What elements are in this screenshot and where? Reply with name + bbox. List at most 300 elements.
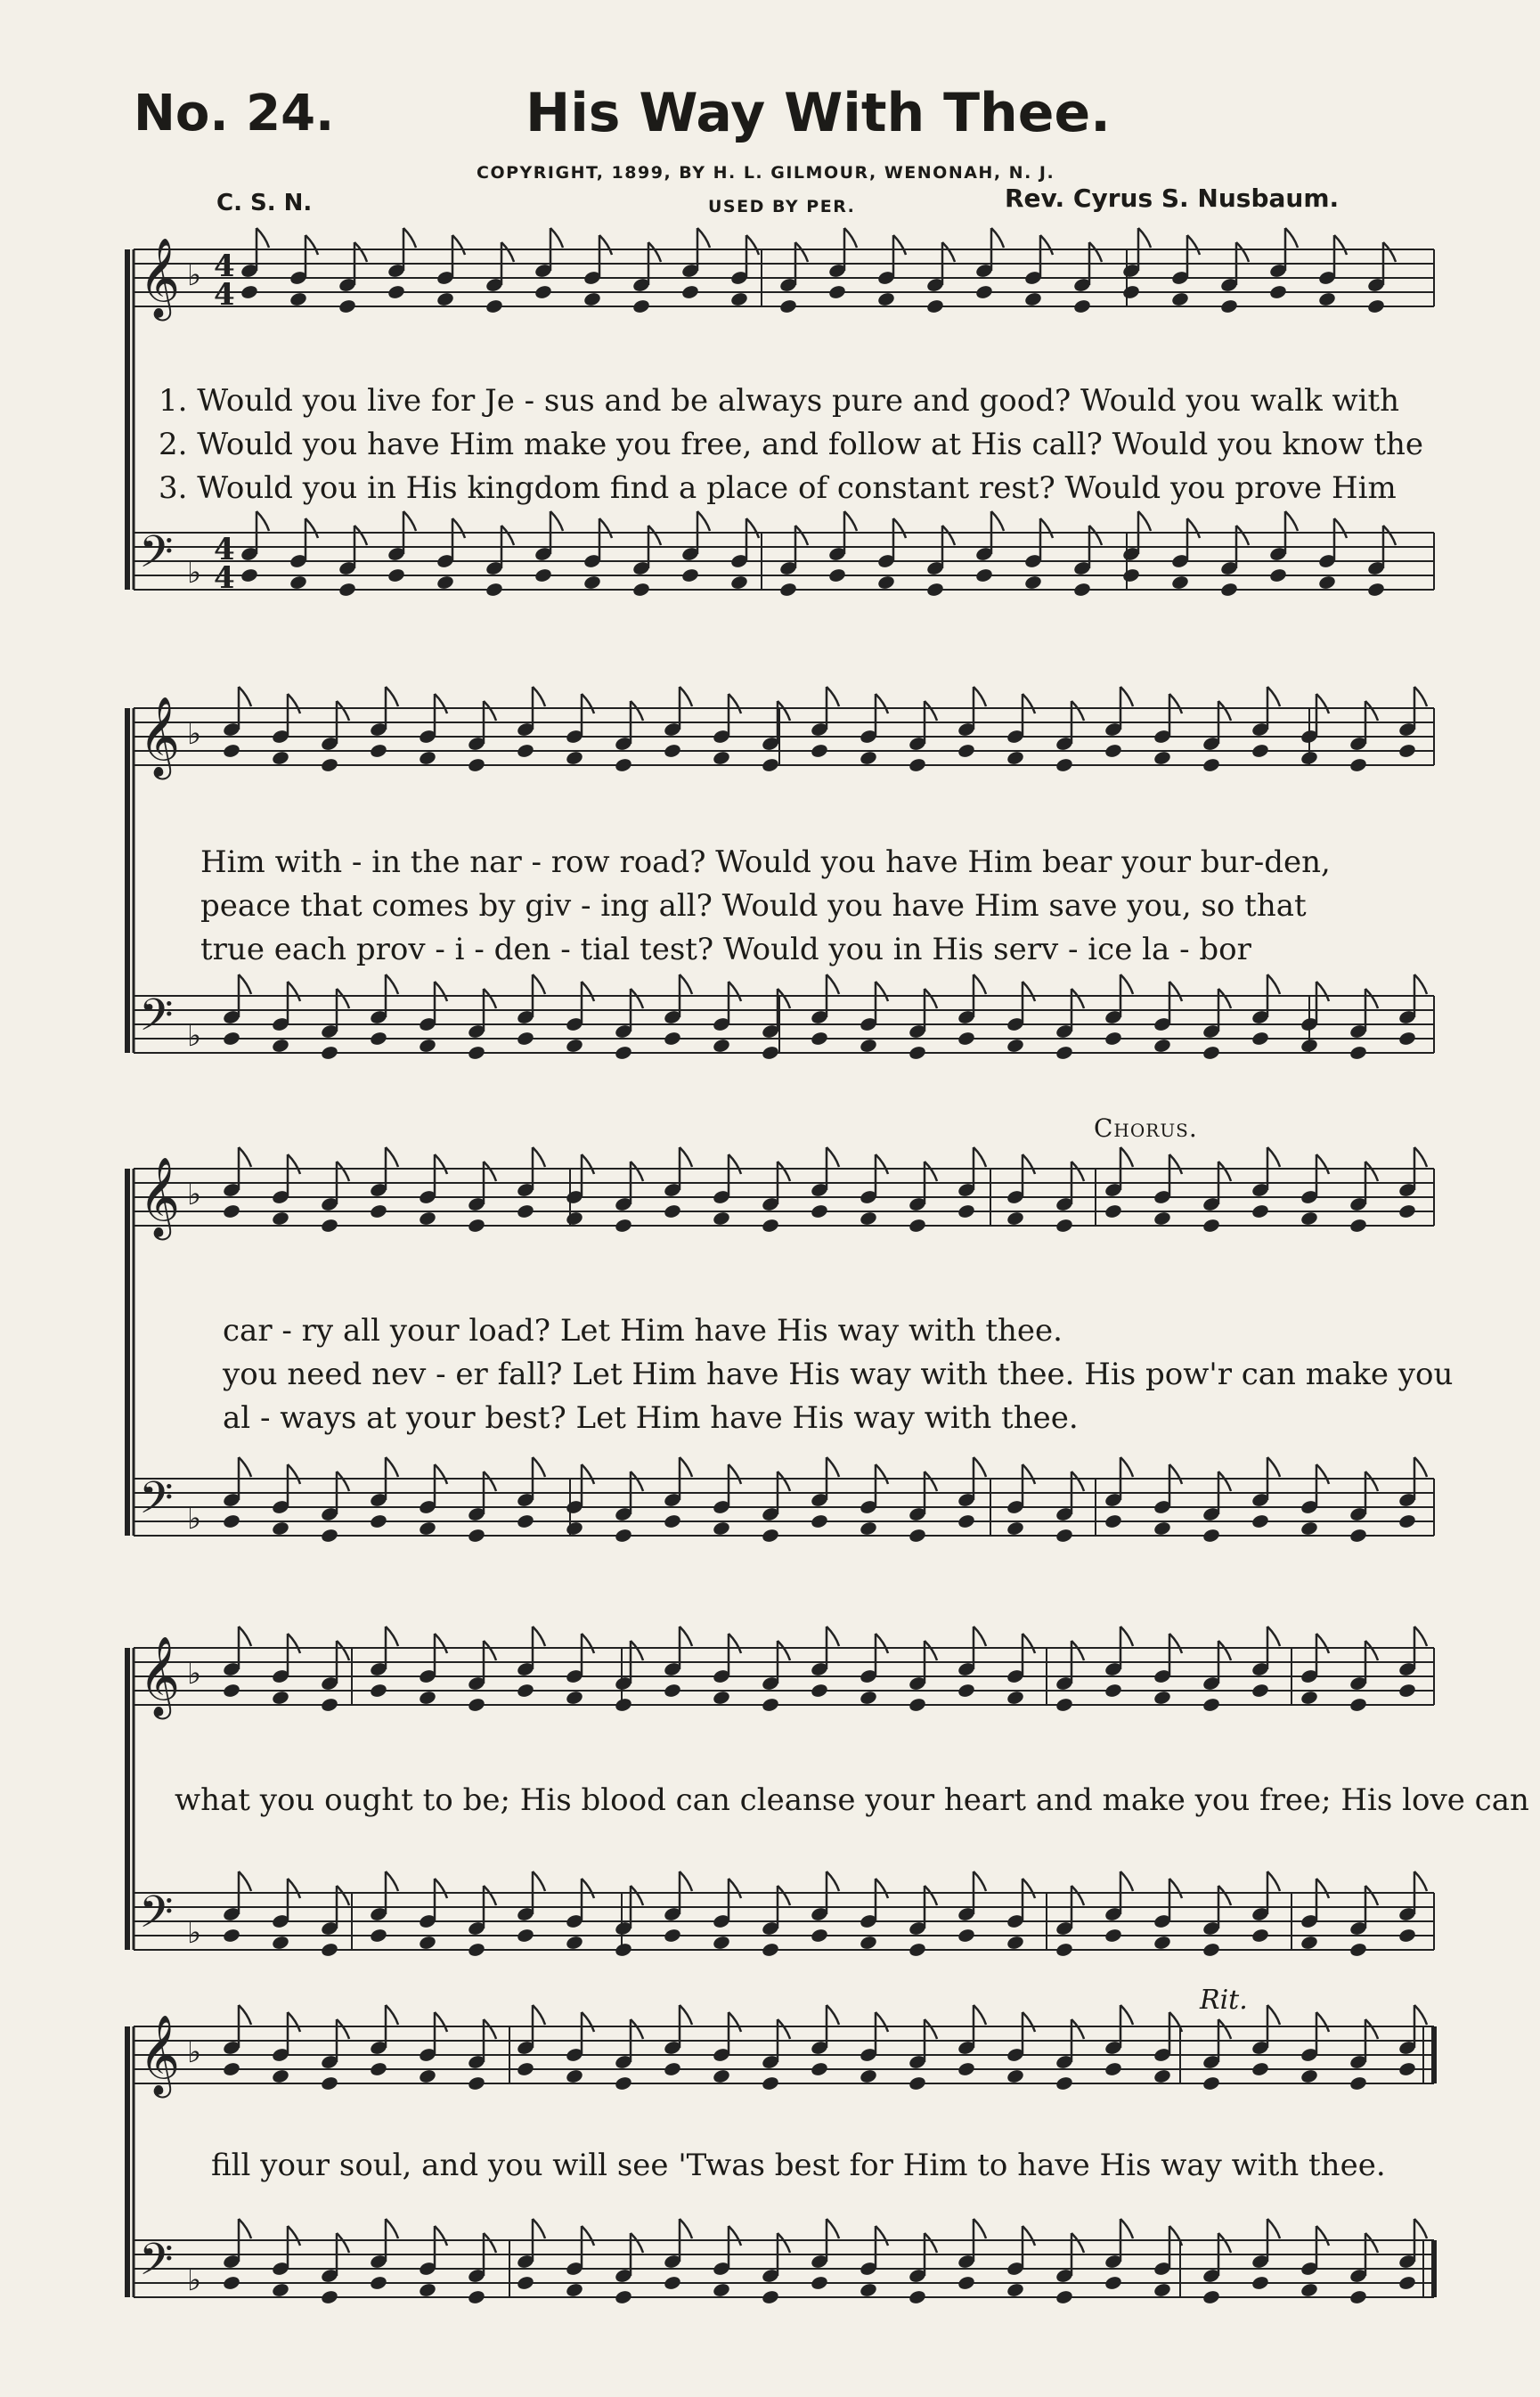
note [1120, 2005, 1133, 2025]
note [614, 1528, 632, 1544]
note [663, 2061, 681, 2077]
note [1055, 1045, 1073, 1061]
note [729, 1154, 741, 1174]
note [369, 1683, 387, 1699]
note [1285, 511, 1298, 531]
note [1349, 2289, 1367, 2305]
note [239, 1871, 251, 1891]
note [369, 1031, 387, 1047]
note [1187, 235, 1200, 255]
note [1349, 2075, 1367, 2091]
note [663, 1513, 681, 1529]
note [908, 2289, 926, 2305]
lyric-line: fill your soul, and you will see 'Twas best for Him to have His way with thee. [211, 2148, 1386, 2183]
note [1316, 1154, 1329, 1174]
note [663, 1031, 681, 1047]
note [386, 1627, 398, 1646]
note [565, 1690, 583, 1706]
note [844, 228, 857, 248]
note [533, 2219, 545, 2238]
note [1169, 1154, 1182, 1174]
note [501, 242, 514, 262]
note [387, 567, 405, 583]
note [452, 235, 465, 255]
note [1317, 575, 1336, 591]
note [761, 1528, 779, 1544]
note [1334, 235, 1347, 255]
note [778, 2233, 790, 2253]
note [1300, 2282, 1318, 2298]
note [614, 1218, 632, 1234]
note [320, 2075, 338, 2091]
system-bracket [125, 1648, 130, 1950]
note [337, 1472, 349, 1491]
note [925, 582, 944, 598]
note [1251, 743, 1269, 759]
note [631, 582, 650, 598]
note [991, 228, 1004, 248]
note [876, 575, 895, 591]
note [974, 284, 993, 300]
note [1023, 1879, 1035, 1898]
note [1055, 757, 1073, 773]
note [516, 2061, 534, 2077]
note [729, 1879, 741, 1898]
lyric-line: 2. Would you have Him make you free, and follow at His call? Would you know the [159, 427, 1424, 462]
note [810, 1031, 828, 1047]
note [1414, 2219, 1427, 2238]
note [1104, 1031, 1122, 1047]
lyric-line: Him with - in the nar - row road? Would you have Him bear your bur-den, [200, 844, 1331, 880]
note [1251, 2061, 1269, 2077]
note [876, 1464, 888, 1484]
note [222, 1513, 240, 1529]
note [1104, 1513, 1122, 1529]
note [957, 743, 975, 759]
note [484, 2233, 496, 2253]
note [1023, 694, 1035, 713]
note [908, 757, 926, 773]
note [1023, 1634, 1035, 1653]
note [1055, 1218, 1073, 1234]
note [1365, 2019, 1378, 2039]
note [957, 1928, 975, 1944]
note [239, 974, 251, 994]
note [1219, 582, 1238, 598]
note [337, 701, 349, 721]
note [1218, 701, 1231, 721]
note [467, 1942, 485, 1958]
note [369, 1513, 387, 1529]
note [533, 974, 545, 994]
note [1251, 1683, 1269, 1699]
note [1153, 1690, 1171, 1706]
note [1169, 694, 1182, 713]
note [1414, 974, 1427, 994]
note [484, 2019, 496, 2039]
note [1383, 526, 1396, 545]
note [810, 2275, 828, 2291]
note [1267, 1147, 1280, 1167]
note [484, 701, 496, 721]
note [1218, 989, 1231, 1008]
note [1383, 242, 1396, 262]
note [631, 1886, 643, 1905]
lyric-line: al - ways at your best? Let Him have His way with thee. [223, 1400, 1079, 1436]
note [467, 757, 485, 773]
note [1169, 2226, 1182, 2246]
note [1120, 1457, 1133, 1477]
note [1397, 1513, 1416, 1529]
note [565, 1521, 583, 1537]
note [925, 298, 944, 314]
note [1104, 2061, 1122, 2077]
note [418, 1038, 436, 1054]
note [533, 1627, 545, 1646]
note [1202, 1218, 1220, 1234]
note [631, 2233, 643, 2253]
note [369, 743, 387, 759]
flat-sign: ♭ [187, 1915, 202, 1951]
note [876, 1154, 888, 1174]
time-signature: 4 [214, 277, 235, 313]
note [484, 1641, 496, 1660]
note [320, 757, 338, 773]
note [467, 2289, 485, 2305]
note [1365, 2233, 1378, 2253]
note [271, 2068, 289, 2084]
note [1218, 1162, 1231, 1181]
note [369, 2275, 387, 2291]
note [827, 284, 846, 300]
note [925, 1162, 937, 1181]
note [1397, 743, 1416, 759]
note [859, 1521, 877, 1537]
note [1169, 1879, 1182, 1898]
note [1071, 1886, 1084, 1905]
note [533, 1147, 545, 1167]
note [876, 1634, 888, 1653]
note [1414, 1147, 1427, 1167]
note [534, 284, 552, 300]
note [761, 1942, 779, 1958]
note [925, 1886, 937, 1905]
note [435, 2226, 447, 2246]
note [484, 1472, 496, 1491]
note [565, 750, 583, 766]
note [795, 526, 808, 545]
note [648, 526, 661, 545]
note [1218, 1886, 1231, 1905]
note [1006, 1935, 1024, 1951]
note [631, 298, 650, 314]
note [435, 2012, 447, 2032]
note [1169, 1464, 1182, 1484]
system-bracket [125, 1169, 130, 1536]
note [925, 989, 937, 1008]
note [1365, 989, 1378, 1008]
note [516, 1513, 534, 1529]
note [239, 2005, 251, 2025]
note [565, 1211, 583, 1227]
note [257, 511, 269, 531]
note [271, 2282, 289, 2298]
note [1120, 974, 1133, 994]
note [778, 1162, 790, 1181]
note [974, 1147, 986, 1167]
note [827, 2219, 839, 2238]
note [1202, 2075, 1220, 2091]
note [240, 567, 258, 583]
note [729, 2226, 741, 2246]
used-by-permission: USED BY PER. [708, 197, 856, 216]
author-credit: Rev. Cyrus S. Nusbaum. [1005, 183, 1340, 213]
note [418, 1211, 436, 1227]
note [369, 1928, 387, 1944]
note [1104, 2275, 1122, 2291]
note [697, 511, 710, 531]
note [680, 1457, 692, 1477]
note [1071, 989, 1084, 1008]
note [418, 750, 436, 766]
note [876, 291, 895, 307]
note [1138, 511, 1151, 531]
note [1023, 2226, 1035, 2246]
note [418, 2282, 436, 2298]
note [1104, 743, 1122, 759]
note [516, 2275, 534, 2291]
note [1267, 1871, 1280, 1891]
note [1397, 1203, 1416, 1219]
note [1120, 1871, 1133, 1891]
note [582, 2226, 594, 2246]
note [239, 1457, 251, 1477]
note [876, 2012, 888, 2032]
note [1365, 1162, 1378, 1181]
note [925, 2019, 937, 2039]
note [680, 687, 692, 706]
note [1006, 750, 1024, 766]
note [1316, 982, 1329, 1001]
note [1071, 2233, 1084, 2253]
note [859, 1690, 877, 1706]
note [369, 2061, 387, 2077]
flat-sign: ♭ [187, 555, 202, 591]
note [1267, 2219, 1280, 2238]
note [565, 2068, 583, 2084]
note [565, 1935, 583, 1951]
note [712, 2282, 730, 2298]
note [1153, 1935, 1171, 1951]
flat-sign: ♭ [187, 1018, 202, 1054]
note [320, 1218, 338, 1234]
note [222, 2275, 240, 2291]
note [925, 2233, 937, 2253]
note [1055, 1697, 1073, 1713]
note [1414, 2005, 1427, 2025]
note [1120, 1627, 1133, 1646]
note [1120, 2219, 1133, 2238]
note [974, 974, 986, 994]
note [778, 1886, 790, 1905]
note [859, 1211, 877, 1227]
note [533, 1871, 545, 1891]
note [418, 1935, 436, 1951]
note [435, 1154, 447, 1174]
note [386, 2219, 398, 2238]
note [1316, 1879, 1329, 1898]
note [1236, 526, 1249, 545]
note [761, 1045, 779, 1061]
note [761, 2289, 779, 2305]
note [1414, 687, 1427, 706]
note [957, 1203, 975, 1219]
note [418, 2068, 436, 2084]
bass-clef: 𝄢 [139, 1887, 174, 1949]
note [827, 567, 846, 583]
note [974, 567, 993, 583]
flat-sign: ♭ [187, 1177, 202, 1212]
note [582, 1634, 594, 1653]
note [1267, 1627, 1280, 1646]
note [974, 1627, 986, 1646]
note [712, 1521, 730, 1537]
note [1349, 1942, 1367, 1958]
note [957, 1683, 975, 1699]
note [1187, 518, 1200, 538]
note [663, 1928, 681, 1944]
note [484, 989, 496, 1008]
note [712, 1038, 730, 1054]
note [1365, 701, 1378, 721]
note [516, 1031, 534, 1047]
note [222, 1031, 240, 1047]
flat-sign: ♭ [187, 716, 202, 752]
note [436, 291, 454, 307]
lyric-line: 3. Would you in His kingdom find a place of constant rest? Would you prove Him [159, 470, 1397, 506]
note [386, 2005, 398, 2025]
note [680, 567, 699, 583]
note [1397, 1683, 1416, 1699]
note [1316, 1634, 1329, 1653]
note [1365, 1886, 1378, 1905]
note [614, 1942, 632, 1958]
note [893, 518, 906, 538]
note [1251, 1203, 1269, 1219]
note [533, 687, 545, 706]
note [908, 1528, 926, 1544]
note [614, 2075, 632, 2091]
time-signature: 4 [214, 532, 235, 567]
note [712, 750, 730, 766]
note [1121, 284, 1140, 300]
note [583, 575, 601, 591]
note [1218, 1472, 1231, 1491]
note [827, 1627, 839, 1646]
time-signature: 4 [214, 560, 235, 596]
note [516, 743, 534, 759]
note [908, 1045, 926, 1061]
note [1316, 1464, 1329, 1484]
note [614, 757, 632, 773]
note [1071, 701, 1084, 721]
note [1072, 298, 1091, 314]
note [761, 1218, 779, 1234]
note [338, 582, 356, 598]
note [582, 2012, 594, 2032]
note [1397, 1031, 1416, 1047]
note [1300, 1038, 1318, 1054]
note [1202, 1045, 1220, 1061]
note [533, 2005, 545, 2025]
note [1023, 2012, 1035, 2032]
note [1251, 2275, 1269, 2291]
note [484, 1162, 496, 1181]
note [1218, 2233, 1231, 2253]
note [337, 1886, 349, 1905]
note [582, 1879, 594, 1898]
note [1023, 1154, 1035, 1174]
note [467, 1218, 485, 1234]
note [337, 1641, 349, 1660]
treble-clef: 𝄞 [139, 1636, 181, 1716]
note [1285, 228, 1298, 248]
note [1153, 750, 1171, 766]
note [827, 1871, 839, 1891]
note [337, 2233, 349, 2253]
note [1153, 2068, 1171, 2084]
note [1365, 1641, 1378, 1660]
note [697, 228, 710, 248]
flat-sign: ♭ [187, 257, 202, 293]
note [467, 1697, 485, 1713]
note [663, 1203, 681, 1219]
note [467, 1528, 485, 1544]
note [516, 1683, 534, 1699]
note [418, 1690, 436, 1706]
copyright-notice: COPYRIGHT, 1899, BY H. L. GILMOUR, WENONAH, N. J. [477, 163, 1055, 183]
hymn-title: His Way With Thee. [526, 82, 1111, 144]
note [1267, 2005, 1280, 2025]
note [289, 575, 307, 591]
note [1202, 2289, 1220, 2305]
note [288, 694, 300, 713]
note [1202, 1528, 1220, 1544]
note [680, 2219, 692, 2238]
note [271, 750, 289, 766]
lyric-line: you need nev - er fall? Let Him have His way with thee. His pow'r can make you [223, 1357, 1454, 1392]
note [810, 1203, 828, 1219]
note [582, 1464, 594, 1484]
note [1300, 1521, 1318, 1537]
note [271, 1038, 289, 1054]
treble-clef: 𝄞 [139, 238, 181, 318]
note [1251, 1513, 1269, 1529]
note [354, 526, 367, 545]
treble-clef: 𝄞 [139, 697, 181, 777]
note [320, 2289, 338, 2305]
note [485, 582, 503, 598]
note [320, 1528, 338, 1544]
note [289, 291, 307, 307]
note [239, 2219, 251, 2238]
note [467, 2075, 485, 2091]
note [386, 974, 398, 994]
note [1089, 526, 1102, 545]
flat-sign: ♭ [187, 1656, 202, 1692]
note [565, 2282, 583, 2298]
note [386, 1457, 398, 1477]
